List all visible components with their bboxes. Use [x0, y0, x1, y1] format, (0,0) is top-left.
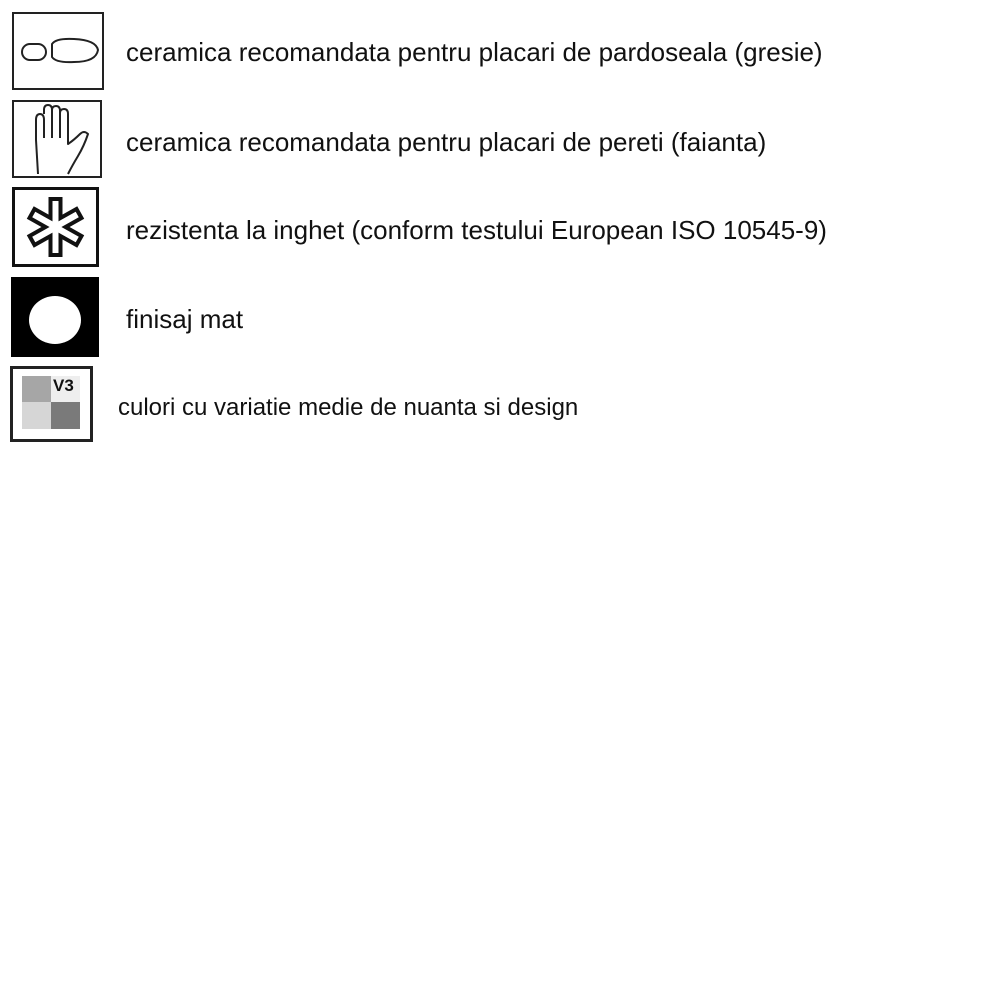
shade-variation-badge: V3 [53, 376, 74, 395]
legend-label-floor-tiles: ceramica recomandata pentru placari de pardoseala (gresie) [126, 37, 823, 67]
legend-label-shade-variation: culori cu variatie medie de nuanta si design [118, 394, 579, 421]
legend-label-frost-resistance: rezistenta la inghet (conform testului European ISO 10545-9) [126, 215, 827, 245]
shade-variation-icon [10, 366, 93, 442]
hand-icon [12, 100, 102, 178]
legend-label-wall-tiles: ceramica recomandata pentru placari de pereti (faianta) [126, 127, 767, 157]
footprint-icon [12, 12, 104, 90]
legend-label-matte-finish: finisaj mat [126, 304, 244, 334]
snowflake-icon [12, 187, 99, 267]
matte-finish-icon [11, 277, 99, 357]
